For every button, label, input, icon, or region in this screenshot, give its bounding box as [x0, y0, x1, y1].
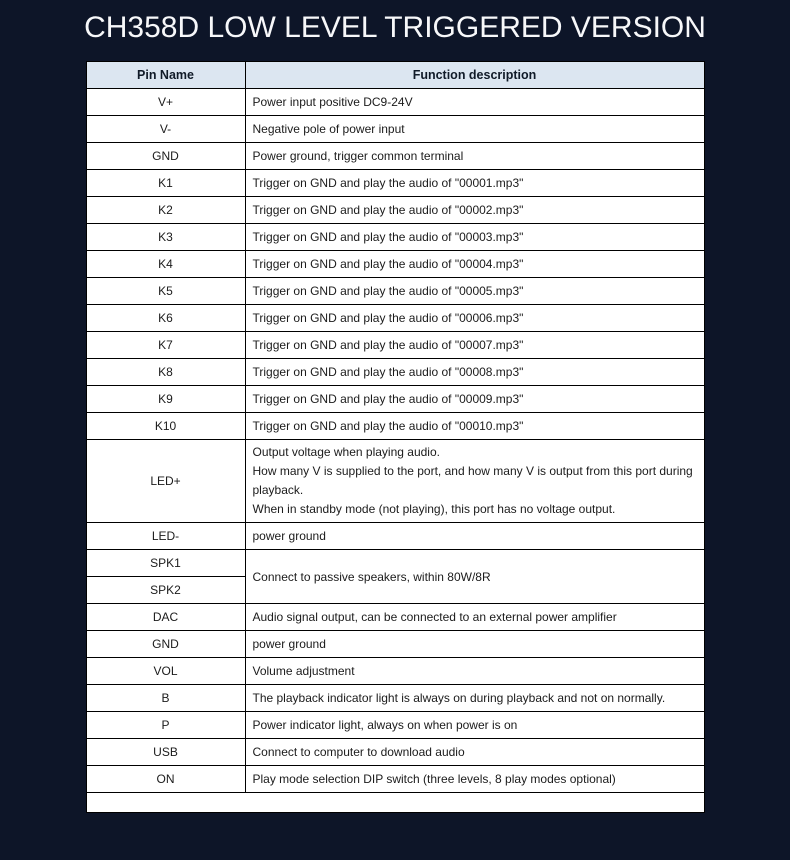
header-pin-name: Pin Name	[86, 62, 245, 89]
header-row	[86, 62, 704, 89]
table-row	[86, 278, 704, 305]
pin-name-cell: K2	[86, 197, 245, 224]
table-row	[86, 604, 704, 631]
pin-name-cell: GND	[86, 631, 245, 658]
function-line: Output voltage when playing audio.	[252, 445, 440, 459]
pin-name-cell: GND	[86, 143, 245, 170]
table-row	[86, 197, 704, 224]
pin-name-cell: SPK2	[86, 577, 245, 604]
table-row	[86, 143, 704, 170]
pin-name-cell: DAC	[86, 604, 245, 631]
function-cell: Trigger on GND and play the audio of "00007.mp3"	[245, 332, 704, 359]
table-row	[86, 170, 704, 197]
pin-name-cell: SPK1	[86, 550, 245, 577]
blank-row	[86, 793, 704, 813]
table-row	[86, 658, 704, 685]
function-cell: Power indicator light, always on when power is on	[245, 712, 704, 739]
table-row	[86, 305, 704, 332]
pin-name-cell: V-	[86, 116, 245, 143]
table-row	[86, 793, 704, 813]
pin-function-table	[86, 61, 705, 813]
pin-name-cell: LED-	[86, 523, 245, 550]
table-row	[86, 413, 704, 440]
function-cell: Connect to passive speakers, within 80W/8R	[245, 550, 704, 604]
pin-name-cell: K9	[86, 386, 245, 413]
table-row	[86, 116, 704, 143]
pin-name-cell: B	[86, 685, 245, 712]
function-line: How many V is supplied to the port, and how many V is output from this port during playback.	[252, 464, 693, 497]
pin-name-cell: USB	[86, 739, 245, 766]
function-cell: The playback indicator light is always on during playback and not on normally.	[245, 685, 704, 712]
pin-name-cell: K3	[86, 224, 245, 251]
function-cell: Trigger on GND and play the audio of "00006.mp3"	[245, 305, 704, 332]
function-cell: Power ground, trigger common terminal	[245, 143, 704, 170]
pin-name-cell: K7	[86, 332, 245, 359]
function-line: When in standby mode (not playing), this port has no voltage output.	[252, 502, 616, 516]
pin-name-cell: ON	[86, 766, 245, 793]
function-cell: Trigger on GND and play the audio of "00008.mp3"	[245, 359, 704, 386]
table-row	[86, 89, 704, 116]
table-row	[86, 739, 704, 766]
table-row	[86, 685, 704, 712]
function-cell: Trigger on GND and play the audio of "00002.mp3"	[245, 197, 704, 224]
table-row	[86, 550, 704, 577]
pin-name-cell: K6	[86, 305, 245, 332]
page-title: CH358D LOW LEVEL TRIGGERED VERSION	[84, 11, 706, 44]
table-row	[86, 251, 704, 278]
function-cell: Trigger on GND and play the audio of "00001.mp3"	[245, 170, 704, 197]
table-row	[86, 766, 704, 793]
table-row	[86, 712, 704, 739]
header-function-description: Function description	[245, 62, 704, 89]
function-cell: Play mode selection DIP switch (three levels, 8 play modes optional)	[245, 766, 704, 793]
function-cell	[245, 440, 704, 523]
function-cell: Trigger on GND and play the audio of "00003.mp3"	[245, 224, 704, 251]
table-row	[86, 523, 704, 550]
pin-name-cell: P	[86, 712, 245, 739]
function-cell: power ground	[245, 523, 704, 550]
function-cell: power ground	[245, 631, 704, 658]
function-cell: Negative pole of power input	[245, 116, 704, 143]
table-row	[86, 440, 704, 523]
function-cell: Trigger on GND and play the audio of "00004.mp3"	[245, 251, 704, 278]
table-row	[86, 631, 704, 658]
pin-name-cell: K1	[86, 170, 245, 197]
function-cell: Connect to computer to download audio	[245, 739, 704, 766]
table-container	[0, 61, 790, 813]
function-cell: Trigger on GND and play the audio of "00009.mp3"	[245, 386, 704, 413]
table-row	[86, 332, 704, 359]
pin-name-cell: K8	[86, 359, 245, 386]
table-row	[86, 386, 704, 413]
function-cell: Trigger on GND and play the audio of "00010.mp3"	[245, 413, 704, 440]
pin-name-cell: LED+	[86, 440, 245, 523]
table-row	[86, 224, 704, 251]
pin-name-cell: K4	[86, 251, 245, 278]
function-cell: Power input positive DC9-24V	[245, 89, 704, 116]
pin-name-cell: K10	[86, 413, 245, 440]
pin-name-cell: VOL	[86, 658, 245, 685]
function-cell: Trigger on GND and play the audio of "00005.mp3"	[245, 278, 704, 305]
function-cell: Volume adjustment	[245, 658, 704, 685]
pin-name-cell: K5	[86, 278, 245, 305]
table-row	[86, 359, 704, 386]
pin-name-cell: V+	[86, 89, 245, 116]
function-cell: Audio signal output, can be connected to an external power amplifier	[245, 604, 704, 631]
